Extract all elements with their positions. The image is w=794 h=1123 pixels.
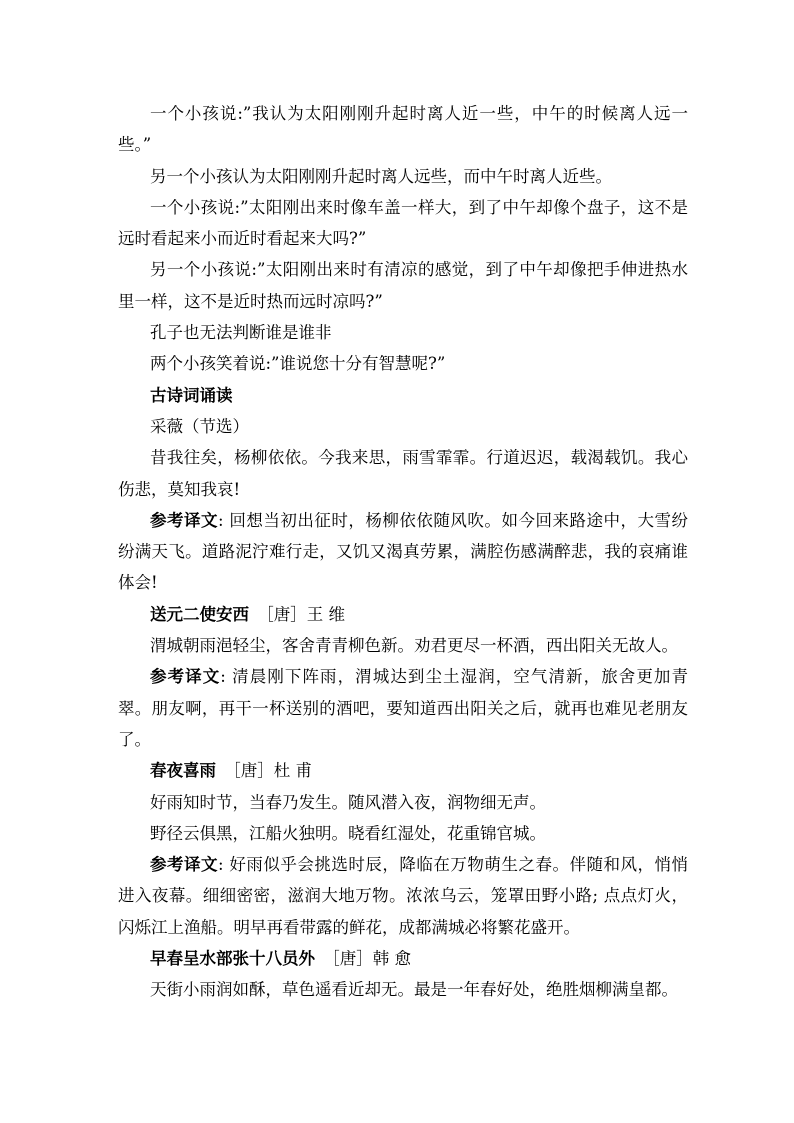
poem-heading-zaochun: [118, 943, 688, 974]
translation-text: : 回想当初出征时，杨柳依依随风吹。如今回来路途中，大雪纷纷满天飞。道路泥泞难行走，又饥又渴真劳累，满腔伤感满醉悲，我的哀痛谁体会!: [118, 510, 688, 593]
paragraph-confucius-cannot-judge: 孔子也无法判断谁是谁非: [150, 323, 332, 343]
poem-heading-songyuaner: [118, 599, 688, 630]
poem-title: 春夜喜雨: [150, 761, 216, 781]
poem-title: 早春呈水部张十八员外: [150, 949, 315, 969]
poem-spacer: [249, 605, 266, 624]
poem-author: ［唐］韩 愈: [331, 949, 411, 969]
poem-lines-zaochun: 天街小雨润如酥，草色遥看近却无。最是一年春好处，绝胜烟柳满皇都。: [150, 980, 678, 1000]
poem-author: ［唐］王 维: [265, 604, 345, 624]
section-heading-poetry-recitation: 古诗词诵读: [150, 385, 233, 405]
paragraph-children-laugh: 两个小孩笑着说:”谁说您十分有智慧呢?”: [150, 354, 446, 374]
poem-line-chunyexiyu-2: 野径云俱黑，江船火独明。晓看红湿处，花重锦官城。: [150, 823, 546, 843]
translation-text: : 好雨似乎会挑选时辰，降临在万物萌生之春。伴随和风，悄悄进入夜幕。细细密密，滋润大地万物。浓浓乌云，笼罩田野小路; 点点灯火，闪烁江上渔船。明早再看带露的鲜花，成都满城必将繁花盛开。: [118, 855, 688, 937]
translation-label: 参考译文: [150, 667, 221, 687]
translation-songyuaner: [118, 661, 688, 755]
poem-lines-songyuaner: 渭城朝雨浥轻尘，客舍青青柳色新。劝君更尽一杯酒，西出阳关无故人。: [150, 636, 678, 656]
paragraph-other-child-temperature: 另一个小孩说:”太阳刚出来时有清凉的感觉，到了中午却像把手伸进热水里一样，这不是近时热而远时凉吗?”: [118, 260, 688, 311]
translation-label: 参考译文: [150, 510, 219, 530]
poem-author: ［唐］杜 甫: [232, 761, 312, 781]
poem-lines-caiwei: 昔我往矣，杨柳依依。今我来思，雨雪霏霏。行道迟迟，载渴载饥。我心伤悲，莫知我哀!: [118, 448, 688, 499]
poem-title: 送元二使安西: [150, 604, 249, 624]
paragraph-other-child-far: 另一个小孩认为太阳刚刚升起时离人远些，而中午时离人近些。: [150, 166, 612, 186]
poem-spacer: [216, 761, 233, 780]
translation-text: : 清晨刚下阵雨，渭城达到尘土湿润，空气清新，旅舍更加青翠。朋友啊，再干一杯送别的酒吧，要知道西出阳关之后，就再也难见老朋友了。: [118, 667, 688, 749]
translation-label: 参考译文: [150, 855, 219, 875]
poem-spacer: [315, 949, 332, 968]
translation-chunyexiyu: [118, 849, 688, 943]
paragraph-child-one-says-near: 一个小孩说:”我认为太阳刚刚升起时离人近一些，中午的时候离人远一些。”: [118, 104, 688, 155]
translation-caiwei: [118, 505, 688, 599]
document-body: [118, 98, 688, 1006]
poem-title-caiwei: 采薇（节选）: [150, 416, 249, 436]
paragraph-child-one-size: 一个小孩说:”太阳刚出来时像车盖一样大，到了中午却像个盘子，这不是远时看起来小而近时看起来大吗?”: [118, 197, 688, 249]
poem-line-chunyexiyu-1: 好雨知时节，当春乃发生。随风潜入夜，润物细无声。: [150, 792, 546, 812]
poem-heading-chunyexiyu: [118, 755, 688, 786]
